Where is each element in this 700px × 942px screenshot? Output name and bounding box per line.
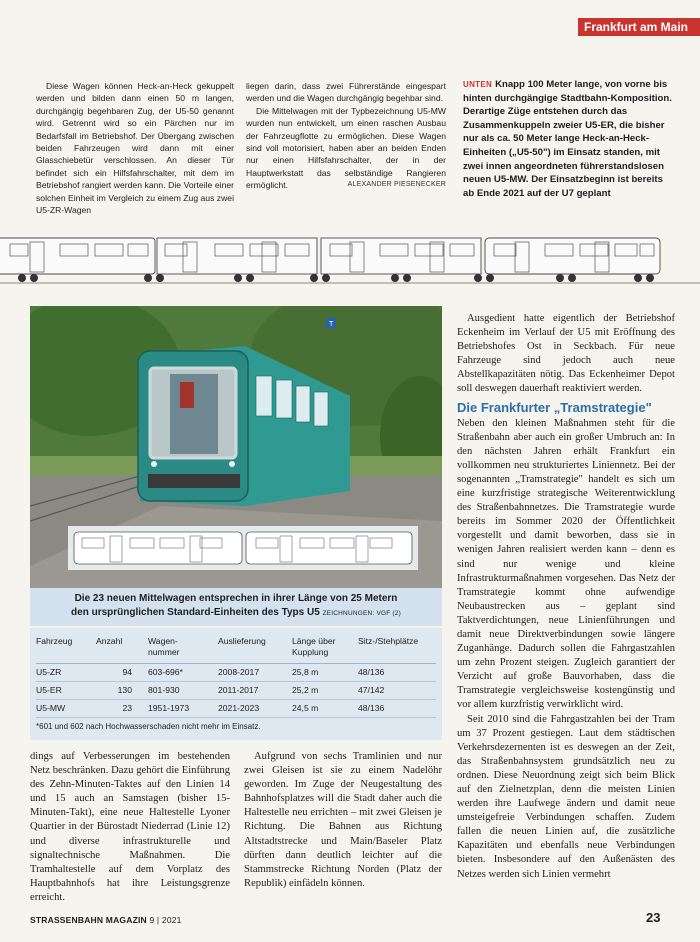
svg-text:T: T [329, 321, 334, 328]
bottom-paragraph-1: dings auf Verbesserungen im bestehenden Netz beschränken. Dazu gehört die Einführung des Zehn-Minuten-Taktes auf den Linien 14 und 15 auch an Samstagen (bisher 15-Minuten-Takt), eine neue Haltestelle Lyoner Quartier in der Bürostadt Niederrad (Linie 12) und diverse infrastrukturelle und signaltechnische Maßnahmen. Die Tramhaltestelle auf dem Vorplatz des Hauptbahnhofs hat ihre Leistungsgrenze erreicht. [30, 751, 230, 903]
photo-caption-line-1: Die 23 neuen Mittelwagen entsprechen in ihrer Länge von 25 Metern [74, 593, 398, 604]
bottom-article-column-1 [30, 750, 230, 905]
col-header-plaetze: Sitz-/Stehplätze [358, 636, 436, 664]
tram-photo [30, 306, 442, 588]
region-tag: Frankfurt am Main [578, 18, 700, 36]
cell-laenge: 24,5 m [292, 700, 358, 718]
top-image-caption [463, 78, 675, 200]
footer-magazine [30, 915, 182, 925]
intro-paragraph-2b-text: Die Mittelwagen mit der Typbezeichnung U5-MW wurden nun entwickelt, um einen raschen Ausbau der Fahrzeugflotte zu ermöglichen. Diese Wagen sind voll motorisiert, haben aber an beiden Enden nur einen Hilfsfahrschalter, der in der Hauptwerkstatt das selbständige Rangieren ermöglicht. [246, 105, 446, 191]
table-footnote: *601 und 602 nach Hochwasserschaden nicht mehr im Einsatz. [36, 722, 261, 731]
col-header-anzahl: Anzahl [96, 636, 148, 664]
table-row [36, 700, 436, 718]
intro-paragraph: Diese Wagen können Heck-an-Heck gekuppelt werden und bilden dann einen 50 m langen, durchgängig begehbaren Zug, der U5-50 genannt wird. Getrennt wird so ein Pärchen nur im Bedarfsfall im Betriebshof. Der Übergang zwischen beiden Fahrzeugen wird dann mit einer Glasschiebetür verschlossen. An dieser Tür befindet sich ein Hilfsfahrschalter, mit dem im Betriebshof rangiert werden kann. Die Vorteile einer solchen Einheit im Vergleich zu einem Zug aus zwei U5-ZR-Wagen [36, 81, 234, 216]
cell-anzahl: 94 [96, 664, 148, 682]
right-paragraph-3: Seit 2010 sind die Fahrgastzahlen bei der Tram um 37 Prozent gestiegen. Laut dem städtischen Verkehrsdezernenten ist es deswegen an der Zeit, das Straßenbahnsystem grundsätzlich neu zu ordnen. Diese Neuordnung zeigt sich beim Blick auf den Zielnetzplan, denn die meisten Linien werden ihre Laufwege ändern und damit neue umsteigefreie Verbindungen schaffen. Zudem fallen die neuen Linien auf, die zusätzliche Kapazitäten und ebenfalls neue Verbindungen bieten. Insbesondere auf den Außenästen des Netzes werden sich Linien vermehrt [457, 713, 675, 880]
fleet-table-box [30, 628, 442, 740]
photo-caption [30, 588, 442, 626]
intro-column-1 [36, 80, 234, 216]
issue-number: 9 | 2021 [149, 915, 182, 925]
photo-caption-line-2 [30, 606, 442, 621]
cell-laenge: 25,8 m [292, 664, 358, 682]
cell-auslieferung: 2008-2017 [218, 664, 292, 682]
bottom-paragraph-2: Aufgrund von sechs Tramlinien und nur zwei Gleisen ist sie zu einem Nadelöhr geworden. Im Zuge der Neugestaltung des Bahnhofsplatzes will die Stadt daher auch die Haltestelle neu errichten – mit zwei Gleisen je Richtung. Die Bahnen aus Richtung Altstadtstrecke und Main/Baseler Platz dürften dann deutlich leichter auf die Stammstrecke Richtung Norden (Platz der Republik) einfädeln können. [244, 751, 442, 889]
photo-caption-line-2-text: den ursprünglichen Standard-Einheiten des Typs U5 [71, 606, 320, 618]
right-paragraph-1: Ausgedient hatte eigentlich der Betriebshof Eckenheim im Verlauf der U5 mit Eröffnung des Betriebshofes Ost in Seckbach. Für neue Fahrzeuge sind jedoch auch neue Abstellkapazitäten nötig. Das Eckenheimer Depot soll deswegen dauerhaft reaktiviert werden. [457, 313, 675, 395]
col-header-auslieferung: Auslieferung [218, 636, 292, 664]
cell-laenge: 25,2 m [292, 682, 358, 700]
table-row [36, 682, 436, 700]
cell-wagennummer: 801-930 [148, 682, 218, 700]
right-paragraph-2: Neben den kleinen Maßnahmen steht für die Straßenbahn aber auch ein großer Umbruch an: In den nächsten Jahren erhält Frankfurt ein vollkommen neu strukturiertes Liniennetz. Bei der sogenannten „Tramstrategie" handelt es sich um eine kurzfristige strategische Weiterentwicklung des Straßenbahnnetzes. Die Tramstrategie wurde bereits im Sommer 2020 der Öffentlichkeit vorgestellt und damit beworben, dass sie in wenigen Jahren realisiert werden kann – denn es sind nur wenige und kleine Infrastrukturmaßnahmen vorgesehen. Das Netz der Tramstrategie kommt ohne aufwendige Neubaustrecken aus – geplant sind Taktverdichtungen, neue Linienführungen und damit neue Direktverbindungen sowie längere Zuganhänge. Dadurch sollen die Fahrgastzahlen um zehn Prozent steigen. Zugleich garantiert der Verzicht auf große Bauvorhaben, dass die Tramstrategie vergleichsweise kostengünstig und vor allem kurzfristig verwirklicht wird. [457, 417, 675, 711]
right-article-column [457, 312, 675, 882]
table-row [36, 664, 436, 682]
cell-fahrzeug: U5-ZR [36, 664, 96, 682]
tram-bogies [18, 274, 654, 282]
fleet-table [36, 636, 436, 718]
cell-anzahl: 23 [96, 700, 148, 718]
cell-plaetze: 48/136 [358, 700, 436, 718]
photo-credit: ZEICHNUNGEN: VGF (2) [322, 609, 401, 617]
cell-auslieferung: 2011-2017 [218, 682, 292, 700]
bottom-article-column-2 [244, 750, 442, 891]
author-byline: ALEXANDER PIESENECKER [347, 181, 446, 189]
cell-auslieferung: 2021-2023 [218, 700, 292, 718]
cell-plaetze: 48/136 [358, 664, 436, 682]
intro-paragraph-2b [246, 105, 446, 192]
caption-text: Knapp 100 Meter lange, von vorne bis hinten durchgängige Stadtbahn-Komposition. Derartige Züge entstehen durch das Zusammenkuppeln zweier U5-ER, die bisher nur als ca. 50 Meter lange Heck-an-Heck-Einheiten („U5-50") im Einsatz standen, mit zwei innen angeordneten führerstandslosen neuen U5-MW. Der Einsatzbeginn ist bereits ab Ende 2021 auf der U7 geplant [463, 79, 672, 199]
cell-fahrzeug: U5-ER [36, 682, 96, 700]
intro-column-2 [246, 80, 446, 192]
col-header-fahrzeug: Fahrzeug [36, 636, 96, 664]
page-number: 23 [646, 910, 661, 925]
cell-wagennummer: 1951-1973 [148, 700, 218, 718]
cell-plaetze: 47/142 [358, 682, 436, 700]
table-header-row [36, 636, 436, 664]
section-heading: Die Frankfurter „Tramstrategie" [457, 399, 652, 415]
intro-paragraph-2a: liegen darin, dass zwei Führerstände eingespart werden und die Wagen durchgängig begehbar sind. [246, 81, 446, 104]
col-header-laenge: Länge über Kupplung [292, 636, 358, 664]
magazine-name: STRASSENBAHN MAGAZIN [30, 915, 147, 925]
tram-line-drawing-inset [68, 526, 418, 570]
cell-wagennummer: 603-696* [148, 664, 218, 682]
cell-anzahl: 130 [96, 682, 148, 700]
col-header-wagennummer: Wagen- nummer [148, 636, 218, 664]
tram-side-drawing [0, 228, 700, 290]
caption-label: UNTEN [463, 80, 493, 89]
cell-fahrzeug: U5-MW [36, 700, 96, 718]
